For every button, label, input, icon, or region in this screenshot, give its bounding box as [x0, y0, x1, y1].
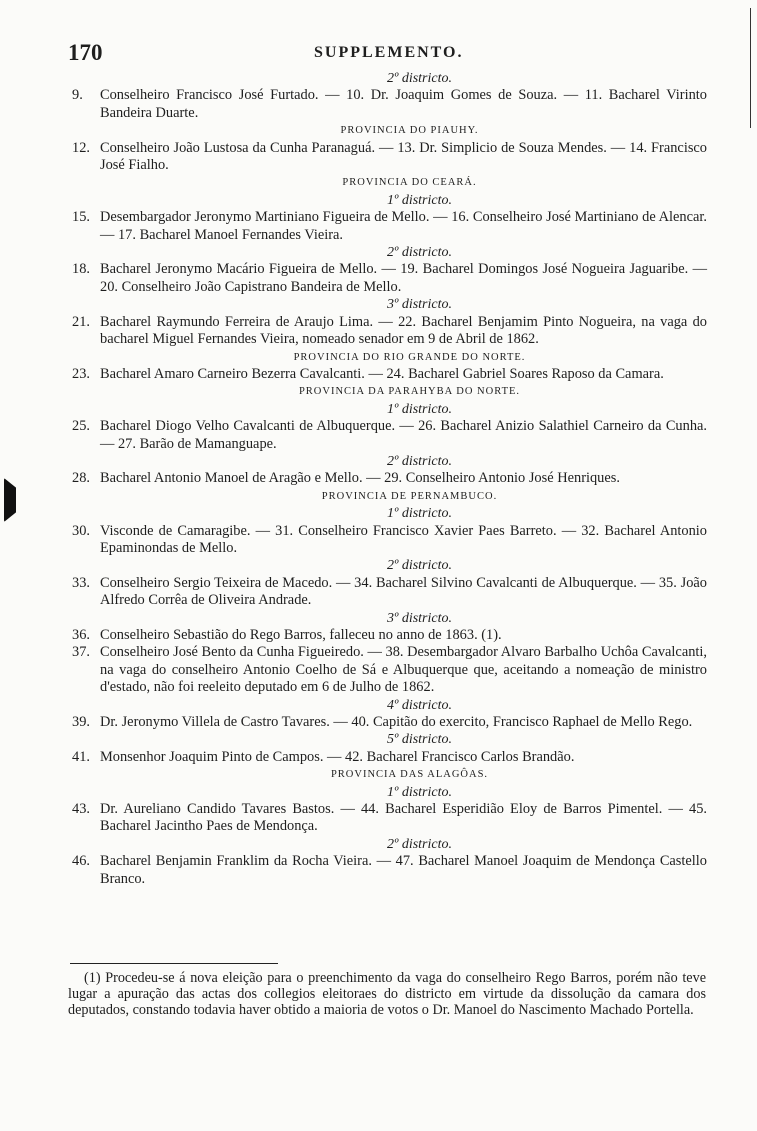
entry-32	[72, 801, 707, 836]
entry-10	[72, 314, 707, 349]
province-heading: PROVINCIA DA PARAHYBA DO NORTE.	[298, 386, 521, 398]
entry-24	[72, 627, 707, 644]
binding-mark	[4, 478, 16, 522]
entry-17	[72, 470, 707, 487]
entry-6	[72, 209, 707, 244]
entry-text: Monsenhor Joaquim Pinto de Campos. — 42. Bacharel Francisco Carlos Brandão.	[100, 748, 575, 765]
district-heading: 1º districto.	[386, 401, 452, 417]
province-heading: PROVINCIA DO PIAUHY.	[340, 125, 479, 137]
entry-22	[72, 575, 707, 610]
running-title: SUPPLEMENTO.	[314, 44, 464, 61]
district-heading: 2º districto.	[386, 558, 452, 574]
entry-number: 9.	[72, 87, 83, 104]
entry-number: 28.	[72, 470, 90, 487]
entry-text: Conselheiro Francisco José Furtado. — 10. Dr. Joaquim Gomes de Souza. — 11. Bacharel Virinto Bandeira Duarte.	[100, 87, 707, 121]
entry-8	[72, 261, 707, 296]
entry-20	[72, 523, 707, 558]
footnote: (1) Procedeu-se á nova eleição para o preenchimento da vaga do conselheiro Rego Barros, porém não teve lugar a apuração das actas dos collegios eleitoraes do districto em virtude da dissolução da camara dos deputados, constando todavia haver obtido a maioria de votos o Dr. Manoel do Nascimento Machado Portella.	[68, 970, 706, 1019]
entry-text: Bacharel Antonio Manoel de Aragão e Mello. — 29. Conselheiro Antonio José Henriques.	[100, 470, 620, 487]
entry-text: Desembargador Jeronymo Martiniano Figueira de Mello. — 16. Conselheiro José Martiniano de Alencar. — 17. Bacharel Manoel Fernandes Vieira.	[100, 209, 707, 243]
entry-text: Conselheiro Sebastião do Rego Barros, falleceu no anno de 1863. (1).	[100, 627, 502, 643]
entry-text: Bacharel Benjamin Franklim da Rocha Vieira. — 47. Bacharel Manoel Joaquim de Mendonça Castello Branco.	[100, 853, 707, 887]
entry-number: 39.	[72, 714, 90, 731]
entry-3	[72, 140, 707, 175]
entry-text: Dr. Jeronymo Villela de Castro Tavares. — 40. Capitão do exercito, Francisco Raphael de Mello Rego.	[100, 714, 693, 731]
entry-number: 18.	[72, 261, 90, 278]
page-body	[72, 70, 707, 888]
province-heading: PROVINCIA DAS ALAGÔAS.	[330, 769, 489, 781]
entry-27	[72, 714, 707, 731]
entry-number: 43.	[72, 801, 90, 818]
page-header	[68, 38, 708, 68]
entry-text: Conselheiro João Lustosa da Cunha Paranaguá. — 13. Dr. Simplicio de Souza Mendes. — 14. Francisco José Fialho.	[100, 139, 707, 174]
district-heading: 1º districto.	[386, 192, 452, 208]
entry-number: 21.	[72, 313, 90, 330]
entry-29	[72, 749, 707, 766]
district-heading: 2º districto.	[386, 71, 452, 86]
page-number: 170	[68, 40, 103, 65]
entry-number: 46.	[72, 853, 90, 870]
entry-1	[72, 87, 707, 122]
entry-number: 30.	[72, 522, 90, 539]
page-edge-line	[750, 8, 751, 128]
entry-number: 33.	[72, 574, 90, 591]
entry-12	[72, 366, 707, 383]
entry-number: 41.	[72, 748, 90, 765]
district-heading: 2º districto.	[386, 836, 452, 852]
district-heading: 2º districto.	[386, 453, 452, 469]
entry-text: Bacharel Jeronymo Macário Figueira de Mello. — 19. Bacharel Domingos José Nogueira Jaguaribe. — 20. Conselheiro João Capistrano Bandeira de Mello.	[100, 261, 707, 295]
entry-text: Conselheiro José Bento da Cunha Figueiredo. — 38. Desembargador Alvaro Barbalho Uchôa Cavalcanti, na vaga do conselheiro Antonio Coelho de Sá e Albuquerque que, aceitando a nomeação de ministro d'estado, não foi reeleito deputado em 6 de Julho de 1862.	[100, 644, 707, 696]
entry-15	[72, 418, 707, 453]
district-heading: 5º districto.	[386, 732, 452, 748]
entry-text: Visconde de Camaragibe. — 31. Conselheiro Francisco Xavier Paes Barreto. — 32. Bacharel Antonio Epaminondas de Mello.	[100, 522, 707, 556]
entry-number: 15.	[72, 209, 90, 226]
province-heading: PROVINCIA DO RIO GRANDE DO NORTE.	[293, 351, 526, 363]
entry-text: Dr. Aureliano Candido Tavares Bastos. — 44. Bacharel Esperidião Eloy de Barros Pimentel. — 45. Bacharel Jacintho Paes de Mendonça.	[100, 801, 707, 835]
entry-text: Bacharel Amaro Carneiro Bezerra Cavalcanti. — 24. Bacharel Gabriel Soares Raposo da Camara.	[100, 365, 664, 382]
entry-number: 12.	[72, 139, 90, 156]
entry-number: 37.	[72, 644, 90, 661]
footnote-rule	[70, 963, 278, 964]
province-heading: PROVINCIA DO CEARÁ.	[342, 177, 477, 189]
entry-text: Conselheiro Sergio Teixeira de Macedo. — 34. Bacharel Silvino Cavalcanti de Albuquerque. — 35. João Alfredo Corrêa de Oliveira Andrade.	[100, 574, 707, 609]
province-heading: PROVINCIA DE PERNAMBUCO.	[321, 490, 498, 502]
entry-34	[72, 853, 707, 888]
entry-text: Bacharel Diogo Velho Cavalcanti de Albuquerque. — 26. Bacharel Anizio Salathiel Carneiro da Cunha. — 27. Barão de Mamanguape.	[100, 418, 707, 452]
entry-text: Bacharel Raymundo Ferreira de Araujo Lima. — 22. Bacharel Benjamim Pinto Nogueira, na vaga do bacharel Miguel Fernandes Vieira, nomeado senador em 9 de Abril de 1862.	[100, 313, 707, 348]
district-heading: 4º districto.	[386, 697, 452, 713]
district-heading: 1º districto.	[386, 784, 452, 800]
district-heading: 1º districto.	[386, 506, 452, 522]
entry-25	[72, 644, 707, 696]
district-heading: 3º districto.	[386, 297, 452, 313]
district-heading: 2º districto.	[386, 245, 452, 261]
entry-number: 25.	[72, 418, 90, 435]
district-heading: 3º districto.	[386, 610, 452, 626]
entry-number: 36.	[72, 627, 90, 643]
entry-number: 23.	[72, 365, 90, 382]
